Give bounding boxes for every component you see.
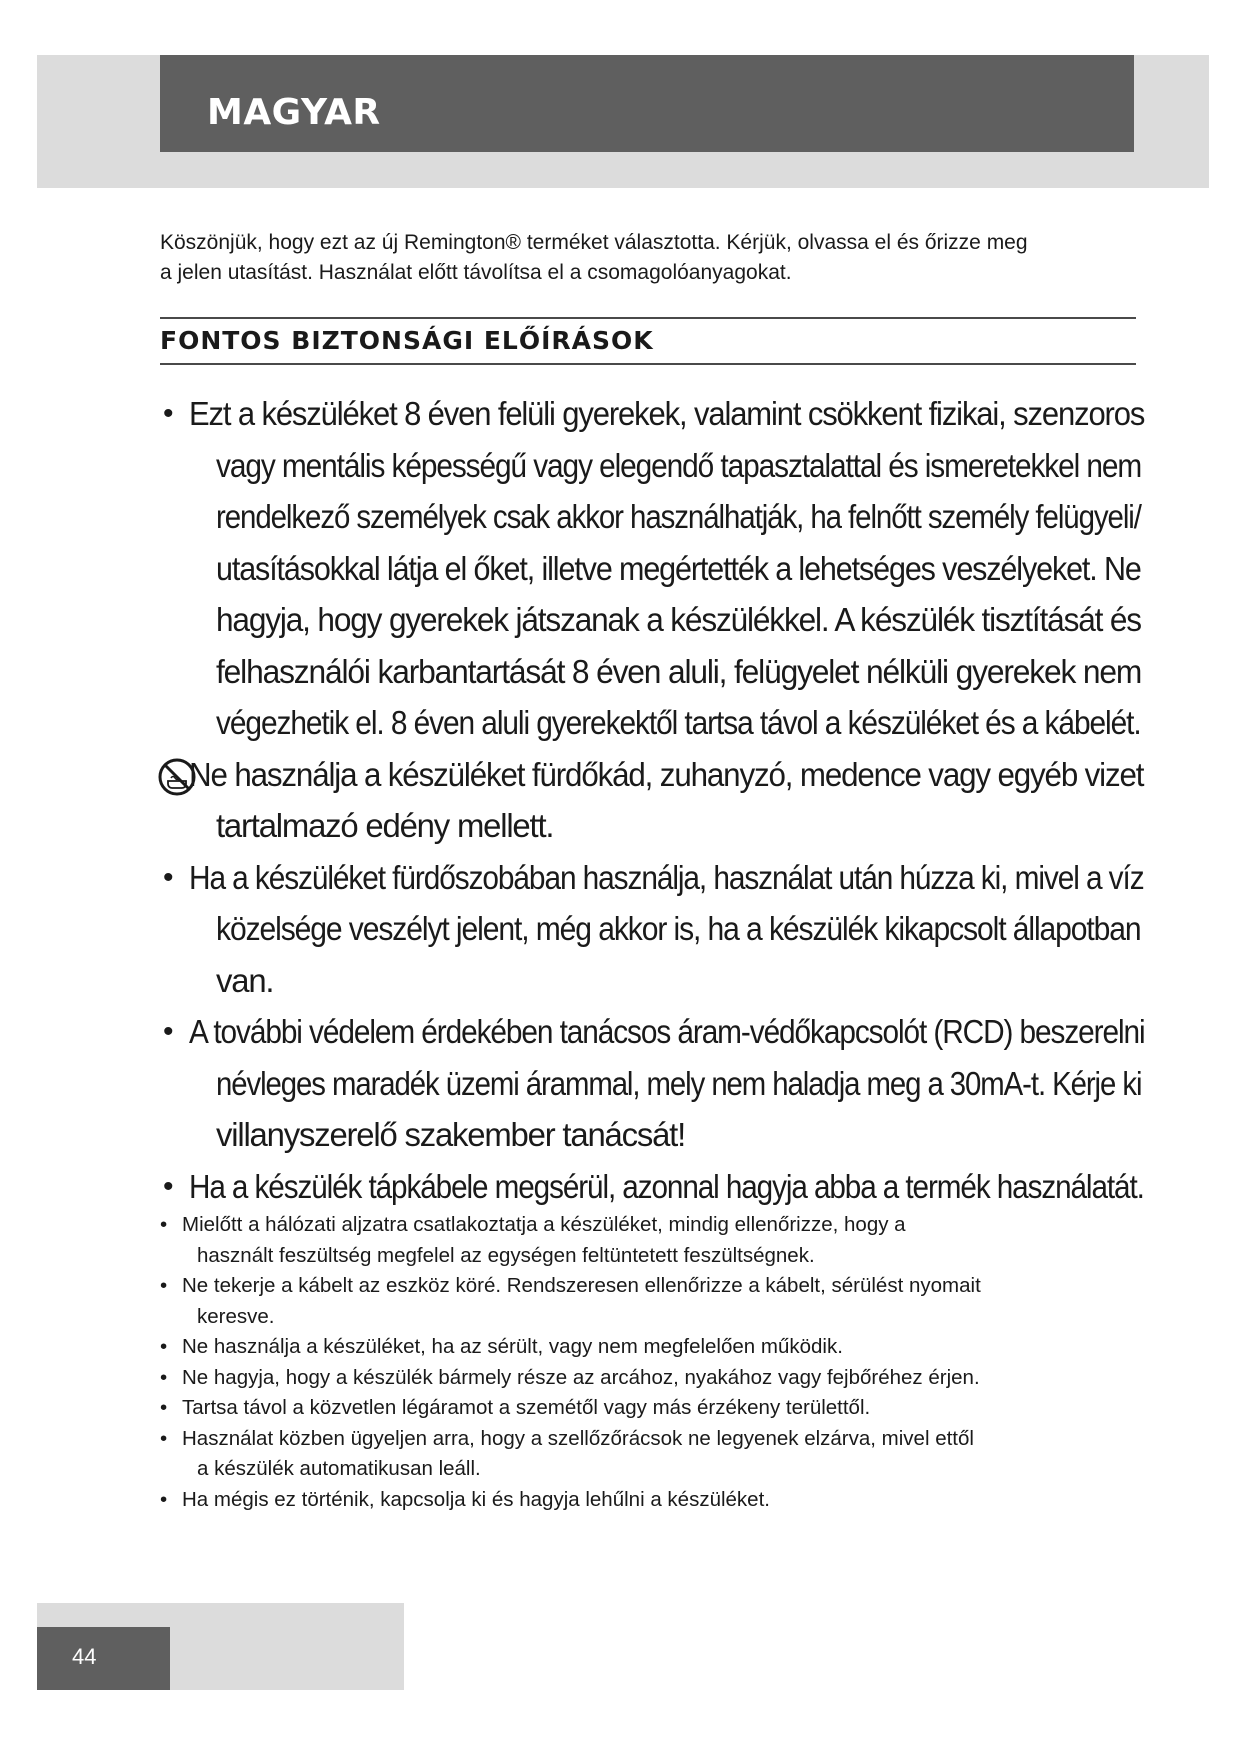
bullet: • <box>160 1396 168 1419</box>
list-item <box>160 1210 1120 1271</box>
list-item-text: Ezt a készüléket 8 éven felüli gyerekek, valamint csökkent fizikai, szenzoros <box>189 395 1145 432</box>
section-rule-top <box>160 317 1136 319</box>
list-item <box>155 388 1145 749</box>
list-item <box>160 1424 1120 1485</box>
list-item-text: A további védelem érdekében tanácsos áram-védőkapcsolót (RCD) beszerelni <box>189 1013 1145 1050</box>
safety-list-large <box>155 388 1145 1212</box>
list-item-text: felhasználói karbantartását 8 éven aluli, felügyelet nélküli gyerekek nem <box>216 652 1142 690</box>
list-item-text: Ha a készülék tápkábele megsérül, azonnal hagyja abba a termék használatát. <box>189 1167 1144 1205</box>
list-item-text: Ha a készüléket fürdőszobában használja, használat után húzza ki, mivel a víz <box>189 858 1144 896</box>
list-item-text: névleges maradék üzemi árammal, mely nem haladja meg a 30mA-t. Kérje ki <box>216 1064 1142 1102</box>
list-item <box>160 1393 1120 1424</box>
list-item-text: Ne hagyja, hogy a készülék bármely része az arcához, nyakához vagy fejbőréhez érjen. <box>182 1365 980 1389</box>
list-item-text: utasításokkal látja el őket, illetve megértették a lehetséges veszélyeket. Ne <box>216 549 1141 587</box>
bullet: • <box>160 1335 168 1358</box>
bullet: • <box>160 1274 168 1297</box>
intro-paragraph <box>160 228 1120 288</box>
list-item <box>155 1006 1145 1161</box>
section-rule-bottom <box>160 363 1136 365</box>
list-item-text: Ha mégis ez történik, kapcsolja ki és hagyja lehűlni a készüléket. <box>182 1487 770 1511</box>
list-item-text: a készülék automatikusan leáll. <box>197 1457 481 1480</box>
list-item-text: rendelkező személyek csak akkor használhatják, ha felnőtt személy felügyeli/ <box>216 498 1141 535</box>
list-item-text: Ne használja a készüléket, ha az sérült, vagy nem megfelelően működik. <box>182 1335 843 1358</box>
intro-line: Köszönjük, hogy ezt az új Remington® terméket választotta. Kérjük, olvassa el és őrizze meg <box>160 231 1028 254</box>
list-item-text: használt feszültség megfelel az egységen feltüntetett feszültségnek. <box>197 1243 815 1267</box>
list-item-text: Mielőtt a hálózati aljzatra csatlakoztatja a készüléket, mindig ellenőrizze, hogy a <box>182 1213 906 1236</box>
list-item-text: tartalmazó edény mellett. <box>216 807 554 844</box>
bullet: • <box>163 1169 173 1203</box>
safety-list-small <box>160 1210 1120 1515</box>
list-item-text: Tartsa távol a közvetlen légáramot a szemétől vagy más érzékeny területtől. <box>182 1396 871 1419</box>
list-item-text: vagy mentális képességű vagy elegendő tapasztalattal és ismeretekkel nem <box>216 446 1142 484</box>
bullet: • <box>160 1213 168 1236</box>
list-item-text: van. <box>216 961 274 999</box>
bullet: • <box>163 1015 173 1048</box>
list-item <box>155 852 1145 1007</box>
list-item-text: közelsége veszélyt jelent, még akkor is, ha a készülék kikapcsolt állapotban <box>216 910 1141 947</box>
bullet: • <box>160 1426 168 1450</box>
list-item <box>155 749 1145 852</box>
list-item-text: hagyja, hogy gyerekek játszanak a készülékkel. A készülék tisztítását és <box>216 601 1141 638</box>
page-number-box <box>37 1627 170 1690</box>
list-item <box>160 1485 1120 1516</box>
list-item-text: keresve. <box>197 1304 275 1328</box>
list-item-text: villanyszerelő szakember tanácsát! <box>216 1116 686 1153</box>
language-title: MAGYAR <box>207 92 381 133</box>
bullet: • <box>163 397 173 430</box>
list-item <box>160 1271 1120 1332</box>
list-item <box>160 1332 1120 1363</box>
bullet: • <box>160 1365 168 1389</box>
section-title: FONTOS BIZTONSÁGI ELŐÍRÁSOK <box>160 326 654 355</box>
bullet: • <box>163 860 173 894</box>
list-item-text: végezhetik el. 8 éven aluli gyerekektől tartsa távol a készüléket és a kábelét. <box>216 704 1141 741</box>
page-number: 44 <box>72 1644 97 1669</box>
intro-line: a jelen utasítást. Használat előtt távolítsa el a csomagolóanyagokat. <box>160 261 792 284</box>
bullet: • <box>160 1487 168 1511</box>
list-item <box>155 1161 1145 1213</box>
list-item <box>160 1363 1120 1394</box>
list-item-text: Ne használja a készüléket fürdőkád, zuhanyzó, medence vagy egyéb vizet <box>189 755 1144 793</box>
list-item-text: Használat közben ügyeljen arra, hogy a szellőzőrácsok ne legyenek elzárva, mivel ettől <box>182 1426 974 1450</box>
list-item-text: Ne tekerje a kábelt az eszköz köré. Rendszeresen ellenőrizze a kábelt, sérülést nyomait <box>182 1274 981 1297</box>
